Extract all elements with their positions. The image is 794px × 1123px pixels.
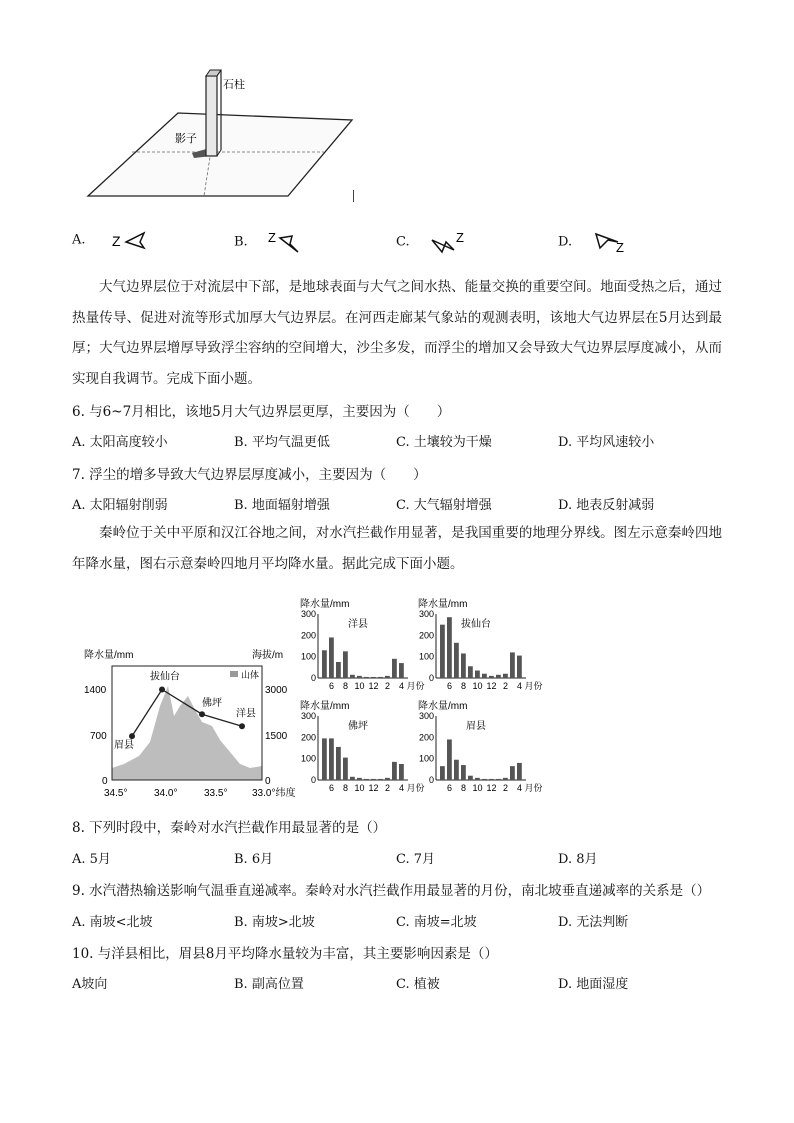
bar — [489, 779, 494, 780]
precip-point — [129, 733, 135, 739]
passage-qinling: 秦岭位于关中平原和汉江谷地之间，对水汽拦截作用显著，是我国重要的地理分界线。图左示意秦岭四地年降水量，图右示意秦岭四地月平均降水量。据此完成下面小题。 — [72, 525, 722, 572]
bar — [489, 676, 494, 678]
bar — [343, 758, 348, 780]
svg-text:Z: Z — [267, 230, 276, 245]
bar — [461, 653, 466, 678]
q9-option-b[interactable]: B. 南坡>北坡 — [234, 915, 315, 930]
right-ylabel: 海拔/m — [252, 650, 284, 661]
svg-text:Z: Z — [616, 240, 625, 254]
x-tick: 33.5° — [204, 788, 228, 798]
bar — [510, 652, 515, 678]
bar-y-tick: 0 — [310, 673, 316, 683]
bar-y-tick: 0 — [310, 775, 316, 785]
bar-y-tick: 300 — [300, 609, 316, 619]
q6-option-a[interactable]: A. 太阳高度较小 — [72, 435, 168, 450]
bar-x-tick: 8 — [342, 783, 349, 793]
bar-x-tick: 6 — [446, 783, 453, 793]
passage-boundary-layer: 大气边界层位于对流层中下部，是地球表面与大气之间水热、能量交换的重要空间。地面受热之后，通过热量传导、促进对流等形式加厚大气边界层。在河西走廊某气象站的观测表明，该地大气边界层在5月达到最厚；大气边界层增厚导致浮尘容纳的空间增大，沙尘多发，而浮尘的增加又会导致大气边界层厚度减小，从而实现自我调节。完成下面小题。 — [72, 279, 722, 387]
left-chart — [84, 646, 300, 798]
bar — [329, 637, 334, 678]
bar-x-tick: 10 — [472, 783, 483, 793]
bar-x-tick: 8 — [460, 681, 467, 691]
station-label: 洋县 — [236, 708, 256, 720]
q6-option-c[interactable]: C. 土壤较为干燥 — [396, 435, 492, 450]
q9-option-c[interactable]: C. 南坡=北坡 — [396, 915, 477, 930]
bar-y-tick: 200 — [300, 732, 316, 743]
bar — [329, 738, 334, 780]
bar — [371, 677, 376, 678]
q5-option-a[interactable] — [72, 230, 160, 250]
question-7-stem: 7. 浮尘的增多导致大气边界层厚度减小，主要因为（ ） — [72, 467, 427, 483]
bar — [392, 659, 397, 678]
bar-chart-title: 拔仙台 — [461, 619, 491, 630]
option-letter: D. — [558, 234, 573, 250]
bar-y-tick: 200 — [300, 630, 316, 641]
bar — [454, 760, 459, 780]
bar — [399, 764, 404, 780]
bar-x-tick: 2 — [384, 681, 391, 691]
bar-x-tick: 2 — [384, 783, 391, 793]
ground-plane — [88, 113, 352, 196]
left-tick: 0 — [102, 776, 108, 787]
bar-x-tick: 4 — [516, 783, 523, 793]
q7-option-d[interactable]: D. 地表反射减弱 — [558, 498, 655, 513]
pillar — [206, 76, 217, 156]
q9-option-a[interactable]: A. 南坡<北坡 — [72, 915, 153, 930]
q7-option-a[interactable]: A. 太阳辐射削弱 — [72, 498, 168, 513]
q7-option-c[interactable]: C. 大气辐射增强 — [396, 498, 492, 513]
bar — [496, 779, 501, 780]
bar-ylabel: 降水量/mm — [418, 599, 468, 610]
bar — [440, 625, 445, 678]
bar-y-tick: 100 — [300, 753, 316, 764]
bar-x-unit: 月份 — [406, 783, 425, 793]
bar — [503, 674, 508, 678]
monthly-bar-chart — [418, 597, 543, 691]
bar — [378, 677, 383, 678]
monthly-bar-chart — [300, 699, 425, 793]
q5-option-c[interactable] — [396, 230, 478, 254]
bar — [461, 765, 466, 780]
right-tick: 3000 — [265, 685, 288, 696]
bar-x-tick: 6 — [328, 783, 335, 793]
bar — [336, 662, 341, 678]
monthly-charts — [300, 596, 550, 800]
q8-option-a[interactable]: A. 5月 — [72, 852, 111, 867]
z-arrow-icon — [428, 230, 478, 254]
bar — [385, 676, 390, 678]
bar — [322, 650, 327, 678]
x-tick: 34.0° — [154, 788, 178, 798]
bar — [336, 747, 341, 780]
option-letter: A. — [72, 232, 86, 248]
bar-x-tick: 10 — [354, 783, 365, 793]
bar-chart-title: 佛坪 — [348, 721, 368, 732]
precip-point — [159, 686, 165, 692]
bar — [350, 675, 355, 678]
left-ylabel: 降水量/mm — [84, 650, 134, 661]
bar-x-tick: 8 — [342, 681, 349, 691]
bar — [371, 779, 376, 780]
bar-y-tick: 300 — [300, 711, 316, 721]
bar — [475, 671, 480, 678]
bar — [482, 674, 487, 678]
bar-ylabel: 降水量/mm — [418, 701, 468, 712]
bar — [440, 766, 445, 780]
bar — [322, 738, 327, 780]
bar-y-tick: 100 — [300, 651, 316, 662]
option-letter: C. — [396, 234, 410, 250]
q10-option-b[interactable]: B. 副高位置 — [234, 977, 304, 992]
bar-x-tick: 12 — [486, 783, 497, 793]
pillar-label: 石柱 — [223, 79, 245, 91]
left-tick: 1400 — [84, 685, 107, 696]
bar — [475, 778, 480, 780]
bar — [517, 656, 522, 678]
precip-point — [199, 711, 205, 717]
q10-option-d[interactable]: D. 地面湿度 — [558, 977, 629, 992]
bar-x-tick: 8 — [460, 783, 467, 793]
bar-x-tick: 10 — [354, 681, 365, 691]
q6-option-b[interactable]: B. 平均气温更低 — [234, 435, 330, 450]
svg-text:Z: Z — [111, 233, 121, 249]
q5-option-d[interactable] — [558, 230, 640, 254]
bar — [468, 776, 473, 780]
z-arrow-icon — [590, 230, 640, 254]
bar — [454, 643, 459, 678]
bar-y-tick: 100 — [418, 753, 434, 764]
bar — [496, 675, 501, 678]
bar — [364, 677, 369, 678]
bar — [503, 778, 508, 780]
station-label: 拔仙台 — [150, 671, 180, 683]
question-10-stem: 10. 与洋县相比，眉县8月平均降水量较为丰富，其主要影响因素是（） — [72, 946, 498, 962]
q7-option-b[interactable]: B. 地面辐射增强 — [234, 498, 330, 513]
bar — [350, 777, 355, 780]
precip-point — [239, 723, 245, 729]
bar-x-unit: 月份 — [524, 681, 543, 691]
question-6-stem: 6. 与6~7月相比，该地5月大气边界层更厚，主要因为（ ） — [72, 404, 451, 420]
z-arrow-icon — [110, 230, 160, 250]
svg-text:Z: Z — [455, 230, 464, 245]
bar — [385, 778, 390, 780]
legend-swatch — [230, 671, 238, 677]
bar-x-tick: 12 — [368, 783, 379, 793]
q10-option-c[interactable]: C. 植被 — [396, 977, 440, 992]
q6-option-d[interactable]: D. 平均风速较小 — [558, 435, 655, 450]
bar-ylabel: 降水量/mm — [300, 599, 350, 610]
bar-x-tick: 4 — [398, 783, 405, 793]
question-9-stem: 9. 水汽潜热输送影响气温垂直递减率。秦岭对水汽拦截作用最显著的月份，南北坡垂直递减率的关系是（） — [72, 883, 711, 899]
bar-x-tick: 4 — [398, 681, 405, 691]
bar — [392, 762, 397, 780]
bar-x-tick: 6 — [328, 681, 335, 691]
bar-y-tick: 0 — [428, 673, 434, 683]
q9-option-d[interactable]: D. 无法判断 — [558, 915, 629, 930]
monthly-bar-chart — [300, 597, 425, 691]
right-tick: 1500 — [265, 731, 288, 742]
bar-y-tick: 100 — [418, 651, 434, 662]
bar-x-unit: 月份 — [524, 783, 543, 793]
bar — [357, 676, 362, 678]
bar-x-tick: 6 — [446, 681, 453, 691]
q8-option-c[interactable]: C. 7月 — [396, 852, 436, 867]
bar — [510, 766, 515, 780]
q8-option-d[interactable]: D. 8月 — [558, 852, 598, 867]
x-tick: 34.5° — [104, 788, 128, 798]
bar-y-tick: 300 — [418, 609, 434, 619]
bar-x-tick: 12 — [486, 681, 497, 691]
right-tick: 0 — [265, 776, 271, 787]
bar — [447, 739, 452, 780]
z-arrow-icon — [266, 230, 316, 254]
bar — [364, 779, 369, 780]
bar-y-tick: 300 — [418, 711, 434, 721]
bar-y-tick: 0 — [428, 775, 434, 785]
bar-x-unit: 月份 — [406, 681, 425, 691]
bar — [378, 779, 383, 780]
bar-y-tick: 200 — [418, 630, 434, 641]
bar-chart-title: 洋县 — [348, 619, 368, 630]
left-tick: 700 — [90, 731, 107, 742]
station-label: 佛坪 — [202, 698, 222, 710]
question-8-stem: 8. 下列时段中，秦岭对水汽拦截作用最显著的是（） — [72, 820, 387, 836]
shadow-label: 影子 — [175, 133, 197, 145]
bar — [447, 617, 452, 678]
q10-option-a[interactable]: A坡向 — [72, 977, 108, 992]
bar — [399, 663, 404, 678]
bar — [357, 778, 362, 780]
bar-x-tick: 12 — [368, 681, 379, 691]
bar — [517, 763, 522, 780]
bar-x-tick: 10 — [472, 681, 483, 691]
q8-option-b[interactable]: B. 6月 — [234, 852, 274, 867]
tick-mark — [353, 190, 354, 202]
bar — [343, 651, 348, 678]
legend-label: 山体 — [241, 670, 260, 680]
bar-x-tick: 4 — [516, 681, 523, 691]
bar-ylabel: 降水量/mm — [300, 701, 350, 712]
bar — [482, 779, 487, 780]
station-label: 眉县 — [114, 740, 134, 752]
bar-x-tick: 2 — [502, 783, 509, 793]
bar-y-tick: 200 — [418, 732, 434, 743]
x-tick: 33.0°纬度 — [252, 788, 296, 798]
q5-option-b[interactable] — [234, 230, 316, 254]
bar-x-tick: 2 — [502, 681, 509, 691]
bar — [468, 666, 473, 678]
option-letter: B. — [234, 234, 248, 250]
pillar-shadow-figure — [80, 68, 370, 208]
bar-chart-title: 眉县 — [466, 721, 486, 732]
monthly-bar-chart — [418, 699, 543, 793]
